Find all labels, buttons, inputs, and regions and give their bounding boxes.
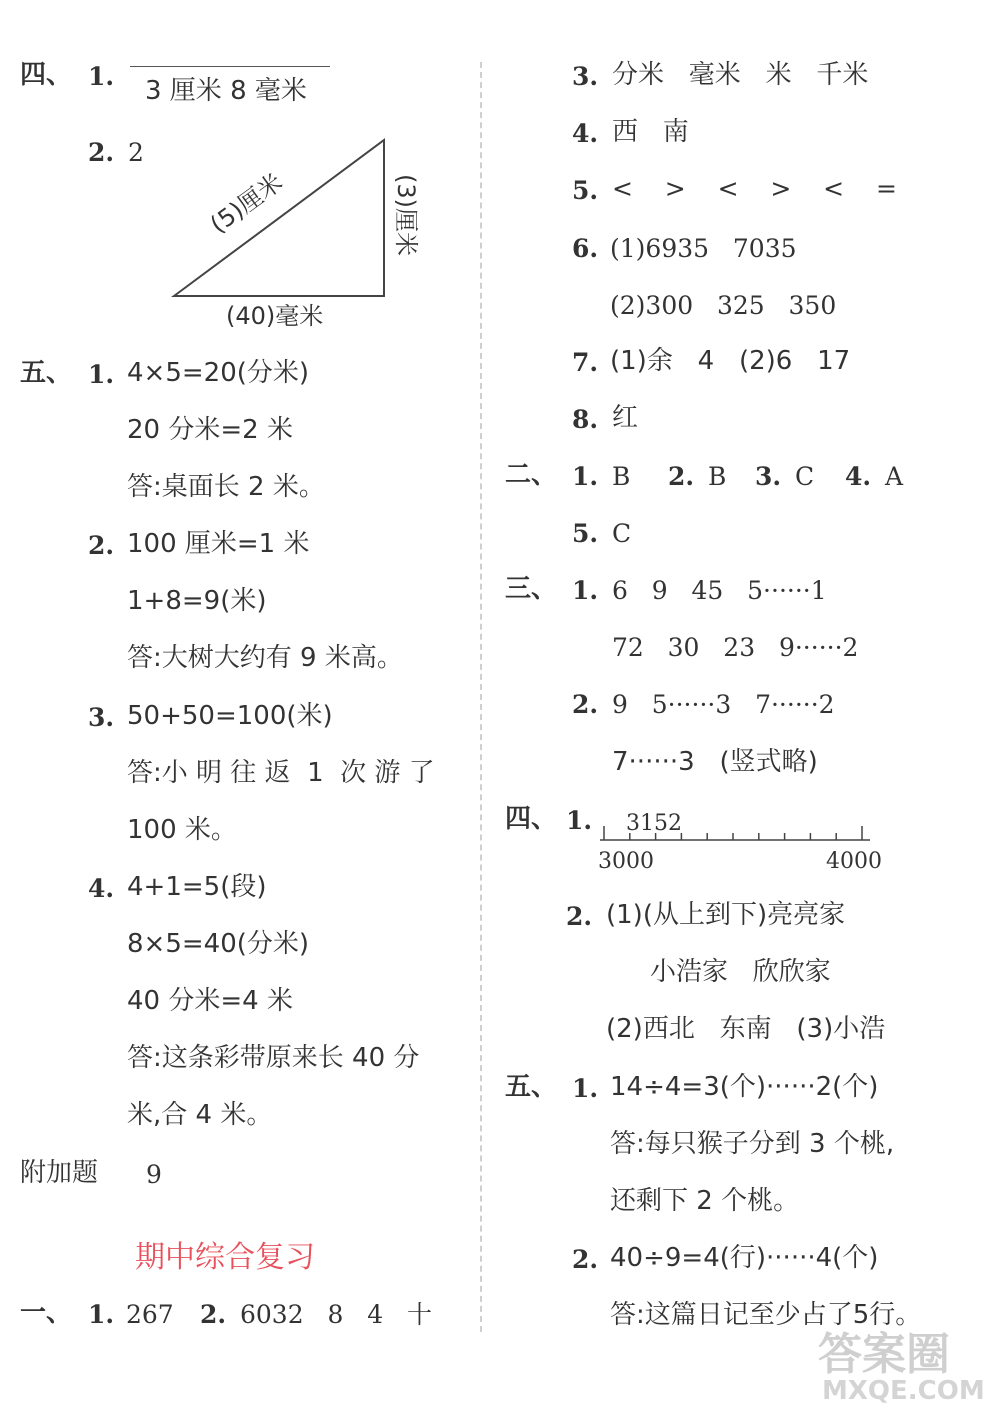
q5-4-line-1: 4+1=5(段) [127, 872, 267, 902]
q5-4-line-3: 40 分米=4 米 [127, 986, 293, 1016]
section-5-number: 五、 [20, 358, 73, 388]
answer-line [130, 66, 330, 67]
r7-answer: (1)余 4 (2)6 17 [610, 346, 851, 376]
s4-q2-line-2: 小浩家 欣欣家 [650, 957, 831, 987]
r4-index: 4. [572, 119, 599, 148]
s4-q2-line-3: (2)西北 东南 (3)小浩 [606, 1014, 886, 1044]
r5-answer: < > < > < = [612, 174, 899, 203]
right-section-2-number: 二、 [505, 460, 558, 490]
q1-2-index: 2. [200, 1300, 227, 1329]
triangle-base-label: (40)毫米 [226, 302, 324, 330]
q5-4-line-2: 8×5=40(分米) [127, 929, 310, 959]
q5-3-index: 3. [88, 703, 115, 732]
triangle-hypotenuse-label: (5)厘米 [205, 168, 288, 239]
r4-answer: 西 南 [612, 117, 689, 147]
number-line [592, 802, 882, 878]
q1-1-answer: 267 [126, 1300, 174, 1329]
q5-3-line-1: 50+50=100(米) [127, 701, 333, 731]
s3-q2-index: 2. [572, 690, 599, 719]
s2-item-1-index: 1. [572, 462, 599, 491]
r3-index: 3. [572, 62, 599, 91]
q5-4-index: 4. [88, 874, 115, 903]
column-divider [480, 62, 482, 1332]
q5-2-line-1: 100 厘米=1 米 [127, 529, 310, 559]
right-section-5-number: 五、 [505, 1072, 558, 1102]
s2-item-3-index: 3. [755, 462, 782, 491]
s5-q2-index: 2. [572, 1245, 599, 1274]
s5-q2-line-2: 答:这篇日记至少占了5行。 [610, 1300, 922, 1330]
q5-3-line-3: 100 米。 [127, 815, 237, 845]
q4-1-answer: 3 厘米 8 毫米 [145, 76, 307, 106]
watermark-url: MXQE.COM [822, 1376, 985, 1406]
triangle-side-label: (3)厘米 [392, 174, 420, 256]
triangle-diagram [160, 130, 440, 330]
r3-answer: 分米 毫米 米 千米 [612, 60, 869, 90]
s2-item-4-answer: A [885, 462, 904, 491]
r7-index: 7. [572, 348, 599, 377]
s5-q1-index: 1. [572, 1074, 599, 1103]
number-line-mark-label: 3152 [626, 811, 682, 836]
s5-q1-line-3: 还剩下 2 个桃。 [610, 1186, 800, 1216]
q5-1-index: 1. [88, 360, 115, 389]
s3-q1-line-1: 6 9 45 5······1 [612, 576, 827, 605]
s2-item-2-answer: B [708, 462, 727, 491]
r6-index: 6. [572, 234, 599, 263]
watermark-logo: 答案圈 [818, 1329, 950, 1380]
s3-q1-index: 1. [572, 576, 599, 605]
s3-q2-line-2: 7······3 (竖式略) [612, 747, 818, 777]
q4-2-answer: 2 [128, 138, 144, 167]
section-1-number: 一、 [20, 1298, 73, 1328]
number-line-end-label: 4000 [826, 849, 882, 874]
r5-index: 5. [572, 176, 599, 205]
s5-q1-line-1: 14÷4=3(个)······2(个) [610, 1072, 879, 1102]
s3-q2-line-1: 9 5······3 7······2 [612, 690, 835, 719]
extra-question-label: 附加题 [20, 1158, 99, 1188]
s2-item-2-index: 2. [668, 462, 695, 491]
s4-q1-index: 1. [566, 806, 593, 835]
q4-1-index: 1. [88, 62, 115, 91]
s5-q2-line-1: 40÷9=4(行)······4(个) [610, 1243, 879, 1273]
s2-item-1-answer: B [612, 462, 631, 491]
q5-2-line-2: 1+8=9(米) [127, 586, 267, 616]
s2-item-4-index: 4. [845, 462, 872, 491]
q5-3-line-2: 答:小 明 往 返 1 次 游 了 [127, 758, 435, 788]
s2-item-3-answer: C [795, 462, 815, 491]
q5-1-line-1: 4×5=20(分米) [127, 358, 310, 388]
section-title: 期中综合复习 [135, 1240, 315, 1275]
r8-index: 8. [572, 405, 599, 434]
r8-answer: 红 [612, 403, 639, 433]
q5-4-line-4: 答:这条彩带原来长 40 分 [127, 1043, 420, 1073]
s3-q1-line-2: 72 30 23 9······2 [612, 633, 859, 662]
s2-item-5-answer: C [612, 519, 632, 548]
s4-q2-line-1: (1)(从上到下)亮亮家 [606, 900, 846, 930]
q5-1-line-2: 20 分米=2 米 [127, 415, 293, 445]
q5-4-line-5: 米,合 4 米。 [127, 1100, 273, 1130]
s2-item-5-index: 5. [572, 519, 599, 548]
section-4-number: 四、 [20, 60, 73, 90]
r6-line-1: (1)6935 7035 [610, 234, 797, 263]
number-line-start-label: 3000 [598, 849, 654, 874]
r6-line-2: (2)300 325 350 [610, 291, 837, 320]
q5-2-line-3: 答:大树大约有 9 米高。 [127, 643, 403, 673]
q1-1-index: 1. [88, 1300, 115, 1329]
q5-2-index: 2. [88, 531, 115, 560]
right-section-4-number: 四、 [505, 804, 558, 834]
s4-q2-index: 2. [566, 902, 593, 931]
q5-1-line-3: 答:桌面长 2 米。 [127, 472, 325, 502]
s5-q1-line-2: 答:每只猴子分到 3 个桃, [610, 1129, 895, 1159]
right-section-3-number: 三、 [505, 574, 558, 604]
q4-2-index: 2. [88, 138, 115, 167]
extra-question-answer: 9 [146, 1160, 162, 1189]
q1-2-answer: 6032 8 4 十 [240, 1300, 432, 1329]
